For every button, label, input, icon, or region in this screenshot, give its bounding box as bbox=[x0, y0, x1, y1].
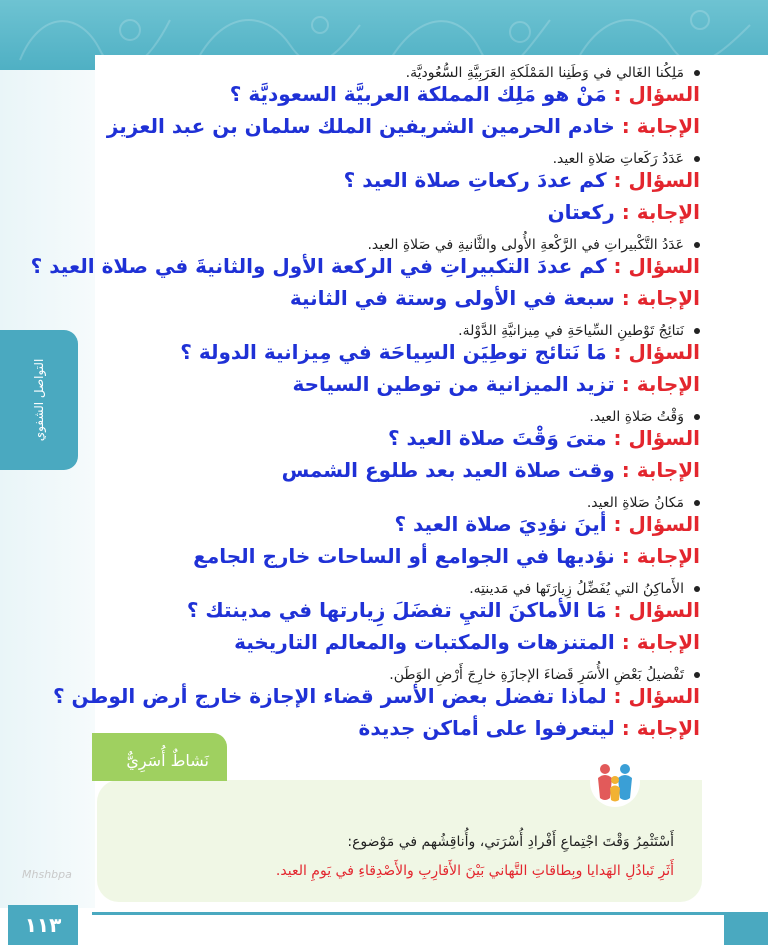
activity-topic: أَثَرِ تَبادُلِ الهَدايا وبِطاقاتِ التَّهاني بَيْنَ الأَقارِبِ والأَصْدِقاءِ في يَومِ العيد. bbox=[275, 863, 674, 879]
answer-text: سبعة في الأولى وستة في الثانية bbox=[289, 286, 615, 310]
qa-item: عَدَدُ التَّكْبيراتِ في الرَّكْعةِ الأُولى والثَّانيةِ في صَلاةِ العيد. السؤال : كم عددَ التكبيراتِ في الركعة الأول والثانيةَ في صلاة العيد ؟ الإجابة : سبعة في الأولى وستة في الثانية bbox=[30, 237, 700, 310]
prompt-text: وَقْتُ صَلاةِ العيد. bbox=[589, 409, 684, 425]
bullet-icon bbox=[694, 414, 700, 420]
family-icon bbox=[588, 756, 642, 808]
prompt-text: مَلِكُنا الغَالي في وَطَنِنا المَمْلَكةِ العَرَبِيَّةِ السُّعُوديَّة. bbox=[405, 65, 684, 81]
answer-text: المتنزهات والمكتبات والمعالم التاريخية bbox=[234, 630, 615, 654]
question-text: متىَ وَقْتَ صلاة العيد ؟ bbox=[387, 426, 607, 450]
side-tab bbox=[0, 330, 78, 470]
question-text: أينَ نؤدِيَ صلاة العيد ؟ bbox=[394, 512, 607, 536]
side-tab-label: التواصل الشفوي bbox=[32, 358, 46, 442]
answer-text: تزيد الميزانية من توطين السياحة bbox=[292, 372, 615, 396]
answer-text: ليتعرفوا على أماكن جديدة bbox=[358, 716, 615, 740]
answer-label: الإجابة bbox=[636, 630, 700, 654]
qa-item: وَقْتُ صَلاةِ العيد. السؤال : متىَ وَقْتَ صلاة العيد ؟ الإجابة : وقت صلاة العيد بعد طلوع الشمس bbox=[281, 409, 700, 482]
bullet-icon bbox=[694, 156, 700, 162]
answer-text: خادم الحرمين الشريفين الملك سلمان بن عبد العزيز bbox=[106, 114, 615, 138]
answer-label: الإجابة bbox=[636, 372, 700, 396]
question-label: السؤال bbox=[628, 512, 700, 536]
question-text: لماذا تفضل بعض الأسر قضاء الإجازة خارج أرض الوطن ؟ bbox=[52, 684, 607, 708]
prompt-text: عَدَدُ التَّكْبيراتِ في الرَّكْعةِ الأُولى والثَّانيةِ في صَلاةِ العيد. bbox=[367, 237, 684, 253]
qa-item: مَكانُ صَلاةِ العيد. السؤال : أينَ نؤدِيَ صلاة العيد ؟ الإجابة : نؤديها في الجوامع أو الساحات خارج الجامع bbox=[193, 495, 700, 568]
question-label: السؤال bbox=[628, 254, 700, 278]
question-label: السؤال bbox=[628, 598, 700, 622]
prompt-text: الأَماكِنُ التي يُفَضِّلُ زِيارَتَها في مَدينتِه. bbox=[469, 581, 684, 597]
activity-instruction: أَسْتَثْمِرُ وَقْتَ اجْتِماعِ أَفْرادِ أُسْرَتي، وأُناقِشُهم في مَوْضوع: bbox=[347, 834, 674, 850]
qa-item: عَدَدُ رَكَعاتِ صَلاةِ العيد. السؤال : كم عددَ ركعاتِ صلاة العيد ؟ الإجابة : ركعتان bbox=[343, 151, 700, 224]
answer-text: وقت صلاة العيد بعد طلوع الشمس bbox=[281, 458, 615, 482]
bullet-icon bbox=[694, 586, 700, 592]
prompt-text: عَدَدُ رَكَعاتِ صَلاةِ العيد. bbox=[552, 151, 684, 167]
footer-corner bbox=[724, 912, 768, 945]
answer-text: نؤديها في الجوامع أو الساحات خارج الجامع bbox=[193, 544, 615, 568]
prompt-text: تَفْضيلُ بَعْضِ الأُسَرِ قَضاءَ الإجازَةِ خارِجَ أَرْضِ الوَطَن. bbox=[389, 667, 684, 683]
prompt-text: مَكانُ صَلاةِ العيد. bbox=[586, 495, 684, 511]
question-label: السؤال bbox=[628, 82, 700, 106]
answer-label: الإجابة bbox=[636, 286, 700, 310]
activity-tab bbox=[92, 733, 227, 781]
question-label: السؤال bbox=[628, 168, 700, 192]
qa-item: نَتائِجُ تَوْطينِ السِّياحَةِ في مِيزانيَّةِ الدَّوْلة. السؤال : مَا نَتائج توطِيَن السِياحَة في مِيزانية الدولة ؟ الإجابة : تزيد الميزانية من توطين السياحة bbox=[180, 323, 700, 396]
answer-label: الإجابة bbox=[636, 458, 700, 482]
prompt-text: نَتائِجُ تَوْطينِ السِّياحَةِ في مِيزانيَّةِ الدَّوْلة. bbox=[458, 323, 684, 339]
bullet-icon bbox=[694, 328, 700, 334]
answer-label: الإجابة bbox=[636, 200, 700, 224]
watermark: Mhshbpa bbox=[22, 868, 72, 881]
question-text: مَا نَتائج توطِيَن السِياحَة في مِيزانية الدولة ؟ bbox=[180, 340, 607, 364]
question-label: السؤال bbox=[628, 340, 700, 364]
answer-label: الإجابة bbox=[636, 716, 700, 740]
question-text: كم عددَ التكبيراتِ في الركعة الأول والثانيةَ في صلاة العيد ؟ bbox=[30, 254, 607, 278]
answer-text: ركعتان bbox=[547, 200, 615, 224]
qa-item: الأَماكِنُ التي يُفَضِّلُ زِيارَتَها في مَدينتِه. السؤال : مَا الأماكنَ التيِ تفضَلَ زِيارتها في مدينتك ؟ الإجابة : المتنزهات والمكتبات والمعالم التاريخية bbox=[186, 581, 700, 654]
question-text: مَا الأماكنَ التيِ تفضَلَ زِيارتها في مدينتك ؟ bbox=[186, 598, 607, 622]
answer-label: الإجابة bbox=[636, 544, 700, 568]
bullet-icon bbox=[694, 242, 700, 248]
qa-item: مَلِكُنا الغَالي في وَطَنِنا المَمْلَكةِ العَرَبِيَّةِ السُّعُوديَّة. السؤال : مَنْ هو مَلِك المملكة العربيَّة السعوديَّة ؟ الإجابة : خادم الحرمين الشريفين الملك سلمان بن عبد العزيز bbox=[106, 65, 700, 138]
question-text: كم عددَ ركعاتِ صلاة العيد ؟ bbox=[343, 168, 607, 192]
answer-label: الإجابة bbox=[636, 114, 700, 138]
bullet-icon bbox=[694, 70, 700, 76]
question-text: مَنْ هو مَلِك المملكة العربيَّة السعوديَّة ؟ bbox=[229, 82, 607, 106]
qa-item: تَفْضيلُ بَعْضِ الأُسَرِ قَضاءَ الإجازَةِ خارِجَ أَرْضِ الوَطَن. السؤال : لماذا تفضل بعض الأسر قضاء الإجازة خارج أرض الوطن ؟ الإجابة : ليتعرفوا على أماكن جديدة bbox=[52, 667, 700, 740]
activity-title: نَشاطٌ أُسَرِيٌّ bbox=[126, 751, 209, 770]
footer-line bbox=[92, 912, 768, 915]
left-margin-strip bbox=[0, 70, 95, 945]
question-label: السؤال bbox=[628, 684, 700, 708]
bullet-icon bbox=[694, 500, 700, 506]
question-label: السؤال bbox=[628, 426, 700, 450]
page-number: ١١٣ bbox=[8, 905, 78, 945]
bullet-icon bbox=[694, 672, 700, 678]
